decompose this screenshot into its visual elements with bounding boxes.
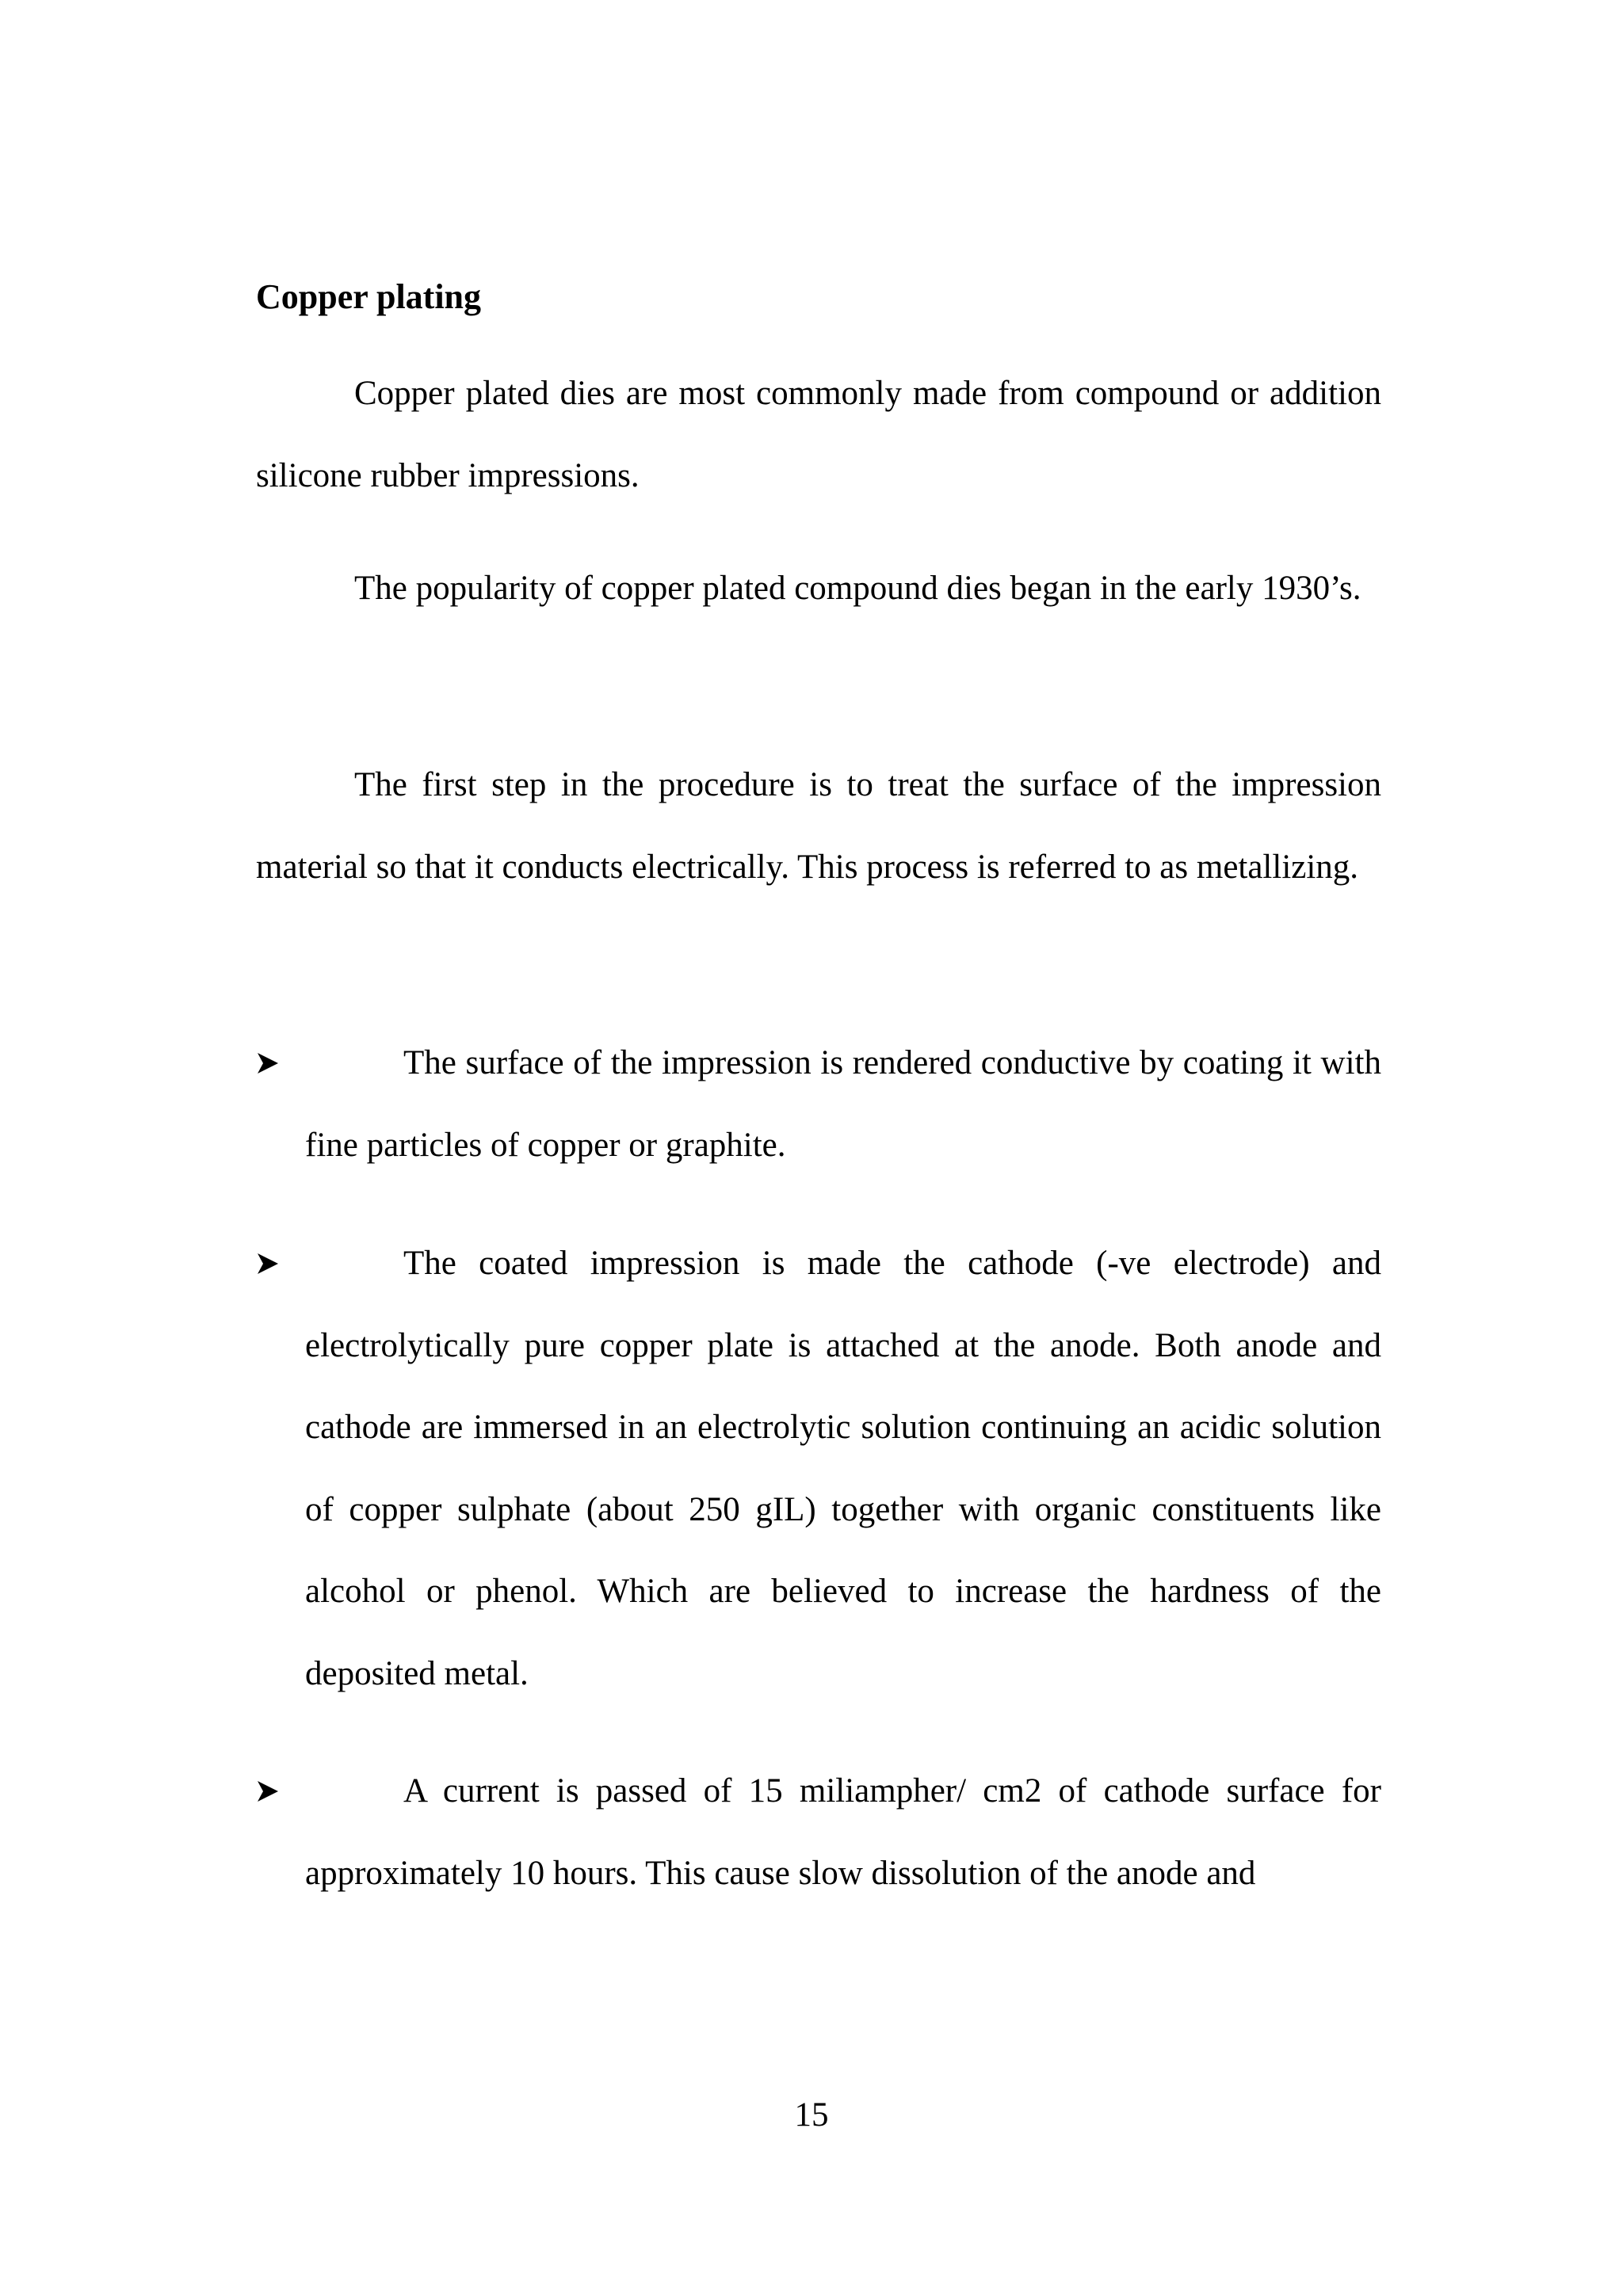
arrowhead-bullet-icon: [256, 1750, 288, 1833]
bullet-item: [256, 1022, 1381, 1186]
paragraph: The first step in the procedure is to treat the surface of the impression material so that it conducts electrically. This process is referred to as metallizing.: [256, 766, 1381, 886]
arrowhead-bullet-icon: [256, 1222, 288, 1305]
bullet-text: A current is passed of 15 miliampher/ cm2 of cathode surface for approximately 10 hours. This cause slow dissolution of the anode and: [305, 1772, 1381, 1892]
section-heading: Copper plating: [256, 277, 482, 316]
bullet-item: [256, 1750, 1381, 1914]
bullet-item: [256, 1222, 1381, 1714]
bullet-text: The coated impression is made the cathode (-ve electrode) and electrolytically pure copper plate is attached at the anode. Both anode and cathode are immersed in an electrolytic solution continuing an acidic solution of copper sulphate (about 250 gIL) together with organic constituents like alcohol or phenol. Which are believed to increase the hardness of the deposited metal.: [305, 1245, 1381, 1692]
paragraph: The popularity of copper plated compound dies began in the early 1930’s.: [354, 570, 1361, 607]
bullet-text: The surface of the impression is rendered conductive by coating it with fine particles of copper or graphite.: [305, 1044, 1381, 1164]
page-number: 15: [794, 2096, 829, 2134]
paragraph: Copper plated dies are most commonly made from compound or addition silicone rubber impressions.: [256, 375, 1381, 494]
arrowhead-bullet-icon: [256, 1022, 288, 1104]
